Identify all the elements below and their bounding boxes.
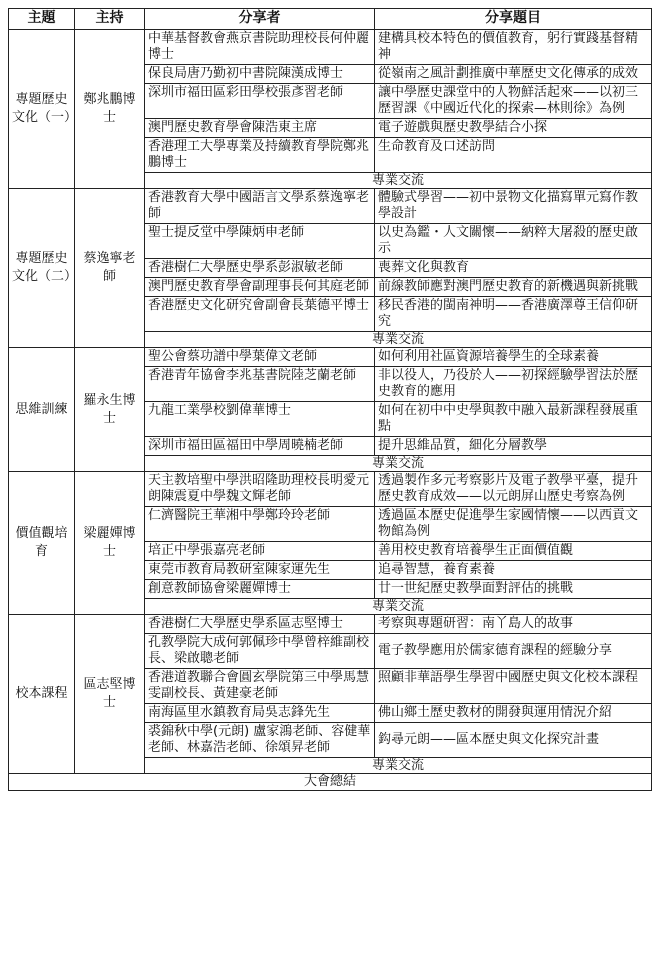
header-topic: 分享題目 bbox=[375, 9, 652, 30]
header-row bbox=[9, 9, 652, 30]
section-host: 羅永生博士 bbox=[75, 348, 145, 472]
section-theme: 專題歷史文化（一） bbox=[9, 30, 75, 189]
section-theme: 校本課程 bbox=[9, 615, 75, 774]
topic-cell: 電子遊戲與歷史教學結合小探 bbox=[375, 119, 652, 138]
topic-cell: 非以役人，乃役於人——初探經驗學習法於歷史教育的應用 bbox=[375, 367, 652, 402]
exchange-label: 專業交流 bbox=[145, 758, 652, 774]
closing-row bbox=[9, 774, 652, 791]
exchange-label: 專業交流 bbox=[145, 456, 652, 472]
table-row bbox=[9, 30, 652, 65]
topic-cell: 讓中學歷史課堂中的人物鮮活起來——以初三歷習課《中國近代化的探索—林則徐》為例 bbox=[375, 84, 652, 119]
exchange-label: 專業交流 bbox=[145, 332, 652, 348]
section-host: 梁麗嬋博士 bbox=[75, 472, 145, 615]
closing-label: 大會總結 bbox=[9, 774, 652, 791]
sharer-cell: 澳門歷史教育學會陳浩東主席 bbox=[145, 119, 375, 138]
sharer-cell: 九龍工業學校劉偉華博士 bbox=[145, 402, 375, 437]
topic-cell: 電子教學應用於儒家德育課程的經驗分享 bbox=[375, 634, 652, 669]
sharer-cell: 澳門歷史教育學會副理事長何其庭老師 bbox=[145, 278, 375, 297]
section-host: 鄭兆鵬博士 bbox=[75, 30, 145, 189]
section-school-curriculum bbox=[9, 615, 652, 774]
sharer-cell: 保良局唐乃勤初中書院陳漢成博士 bbox=[145, 65, 375, 84]
exchange-label: 專業交流 bbox=[145, 599, 652, 615]
sharer-cell: 深圳市福田區福田中學周曉楠老師 bbox=[145, 437, 375, 456]
topic-cell: 鈎尋元朗——區本歷史與文化探究計畫 bbox=[375, 723, 652, 758]
topic-cell: 建構具校本特色的價值教育，躬行實踐基督精神 bbox=[375, 30, 652, 65]
topic-cell: 佛山鄉土歷史教材的開發與運用情況介紹 bbox=[375, 704, 652, 723]
topic-cell: 以史為鑑・人文關懷——納粹大屠殺的歷史啟示 bbox=[375, 224, 652, 259]
table-row bbox=[9, 189, 652, 224]
header-theme: 主題 bbox=[9, 9, 75, 30]
sharer-cell: 聖士提反堂中學陳炳申老師 bbox=[145, 224, 375, 259]
section-theme: 價值觀培育 bbox=[9, 472, 75, 615]
sharer-cell: 培正中學張嘉亮老師 bbox=[145, 542, 375, 561]
topic-cell: 追尋智慧，養育素養 bbox=[375, 561, 652, 580]
topic-cell: 如何利用社區資源培養學生的全球素養 bbox=[375, 348, 652, 367]
table-row bbox=[9, 615, 652, 634]
header-sharer: 分享者 bbox=[145, 9, 375, 30]
sharer-cell: 香港道教聯合會圓玄學院第三中學馬慧雯副校長、黃建豪老師 bbox=[145, 669, 375, 704]
topic-cell: 考察與專題研習：南丫島人的故事 bbox=[375, 615, 652, 634]
program-schedule bbox=[8, 8, 651, 791]
topic-cell: 提升思維品質，細化分層教學 bbox=[375, 437, 652, 456]
sharer-cell: 孔教學院大成何郭佩珍中學曾梓維副校長、梁啟聰老師 bbox=[145, 634, 375, 669]
section-theme: 專題歷史文化（二） bbox=[9, 189, 75, 348]
schedule-table bbox=[8, 8, 652, 791]
topic-cell: 喪葬文化與教育 bbox=[375, 259, 652, 278]
sharer-cell: 仁濟醫院王華湘中學鄭玲玲老師 bbox=[145, 507, 375, 542]
sharer-cell: 深圳市福田區彩田學校張彥習老師 bbox=[145, 84, 375, 119]
topic-cell: 透過區本歷史促進學生家國情懷——以西貢文物館為例 bbox=[375, 507, 652, 542]
section-host: 蔡逸寧老師 bbox=[75, 189, 145, 348]
section-values-education bbox=[9, 472, 652, 615]
topic-cell: 體驗式學習——初中景物文化描寫單元寫作教學設計 bbox=[375, 189, 652, 224]
sharer-cell: 香港歷史文化研究會副會長葉德平博士 bbox=[145, 297, 375, 332]
topic-cell: 前線教師應對澳門歷史教育的新機遇與新挑戰 bbox=[375, 278, 652, 297]
sharer-cell: 香港青年協會李兆基書院陸芝蘭老師 bbox=[145, 367, 375, 402]
sharer-cell: 香港樹仁大學歷史學系區志堅博士 bbox=[145, 615, 375, 634]
sharer-cell: 香港理工大學專業及持續教育學院鄭兆鵬博士 bbox=[145, 138, 375, 173]
sharer-cell: 香港樹仁大學歷史學系彭淑敏老師 bbox=[145, 259, 375, 278]
section-history-culture-1 bbox=[9, 30, 652, 189]
sharer-cell: 創意教師協會梁麗嬋博士 bbox=[145, 580, 375, 599]
topic-cell: 廿一世紀歷史教學面對評估的挑戰 bbox=[375, 580, 652, 599]
table-row bbox=[9, 348, 652, 367]
sharer-cell: 中華基督教會燕京書院助理校長何仲麗博士 bbox=[145, 30, 375, 65]
topic-cell: 善用校史教育培養學生正面價值觀 bbox=[375, 542, 652, 561]
topic-cell: 透過製作多元考察影片及電子教學平臺，提升歷史教育成效——以元朗屏山歷史考察為例 bbox=[375, 472, 652, 507]
sharer-cell: 香港教育大學中國語言文學系蔡逸寧老師 bbox=[145, 189, 375, 224]
section-history-culture-2 bbox=[9, 189, 652, 348]
sharer-cell: 南海區里水鎮教育局吳志鋒先生 bbox=[145, 704, 375, 723]
exchange-label: 專業交流 bbox=[145, 173, 652, 189]
topic-cell: 移民香港的閩南神明——香港廣澤尊王信仰研究 bbox=[375, 297, 652, 332]
section-host: 區志堅博士 bbox=[75, 615, 145, 774]
sharer-cell: 東莞市教育局教研室陳家運先生 bbox=[145, 561, 375, 580]
header-host: 主持 bbox=[75, 9, 145, 30]
topic-cell: 照顧非華語學生學習中國歷史與文化校本課程 bbox=[375, 669, 652, 704]
topic-cell: 如何在初中中史學與教中融入最新課程發展重點 bbox=[375, 402, 652, 437]
section-theme: 思維訓練 bbox=[9, 348, 75, 472]
topic-cell: 生命教育及口述訪問 bbox=[375, 138, 652, 173]
topic-cell: 從嶺南之風計劃推廣中華歷史文化傳承的成效 bbox=[375, 65, 652, 84]
sharer-cell: 天主教培聖中學洪昭隆助理校長明愛元朗陳震夏中學魏文輝老師 bbox=[145, 472, 375, 507]
sharer-cell: 聖公會蔡功譜中學葉偉文老師 bbox=[145, 348, 375, 367]
section-thinking-training bbox=[9, 348, 652, 472]
sharer-cell: 裘錦秋中學(元朗) 盧家鴻老師、容健華老師、林嘉浩老師、徐頌昇老師 bbox=[145, 723, 375, 758]
table-row bbox=[9, 472, 652, 507]
